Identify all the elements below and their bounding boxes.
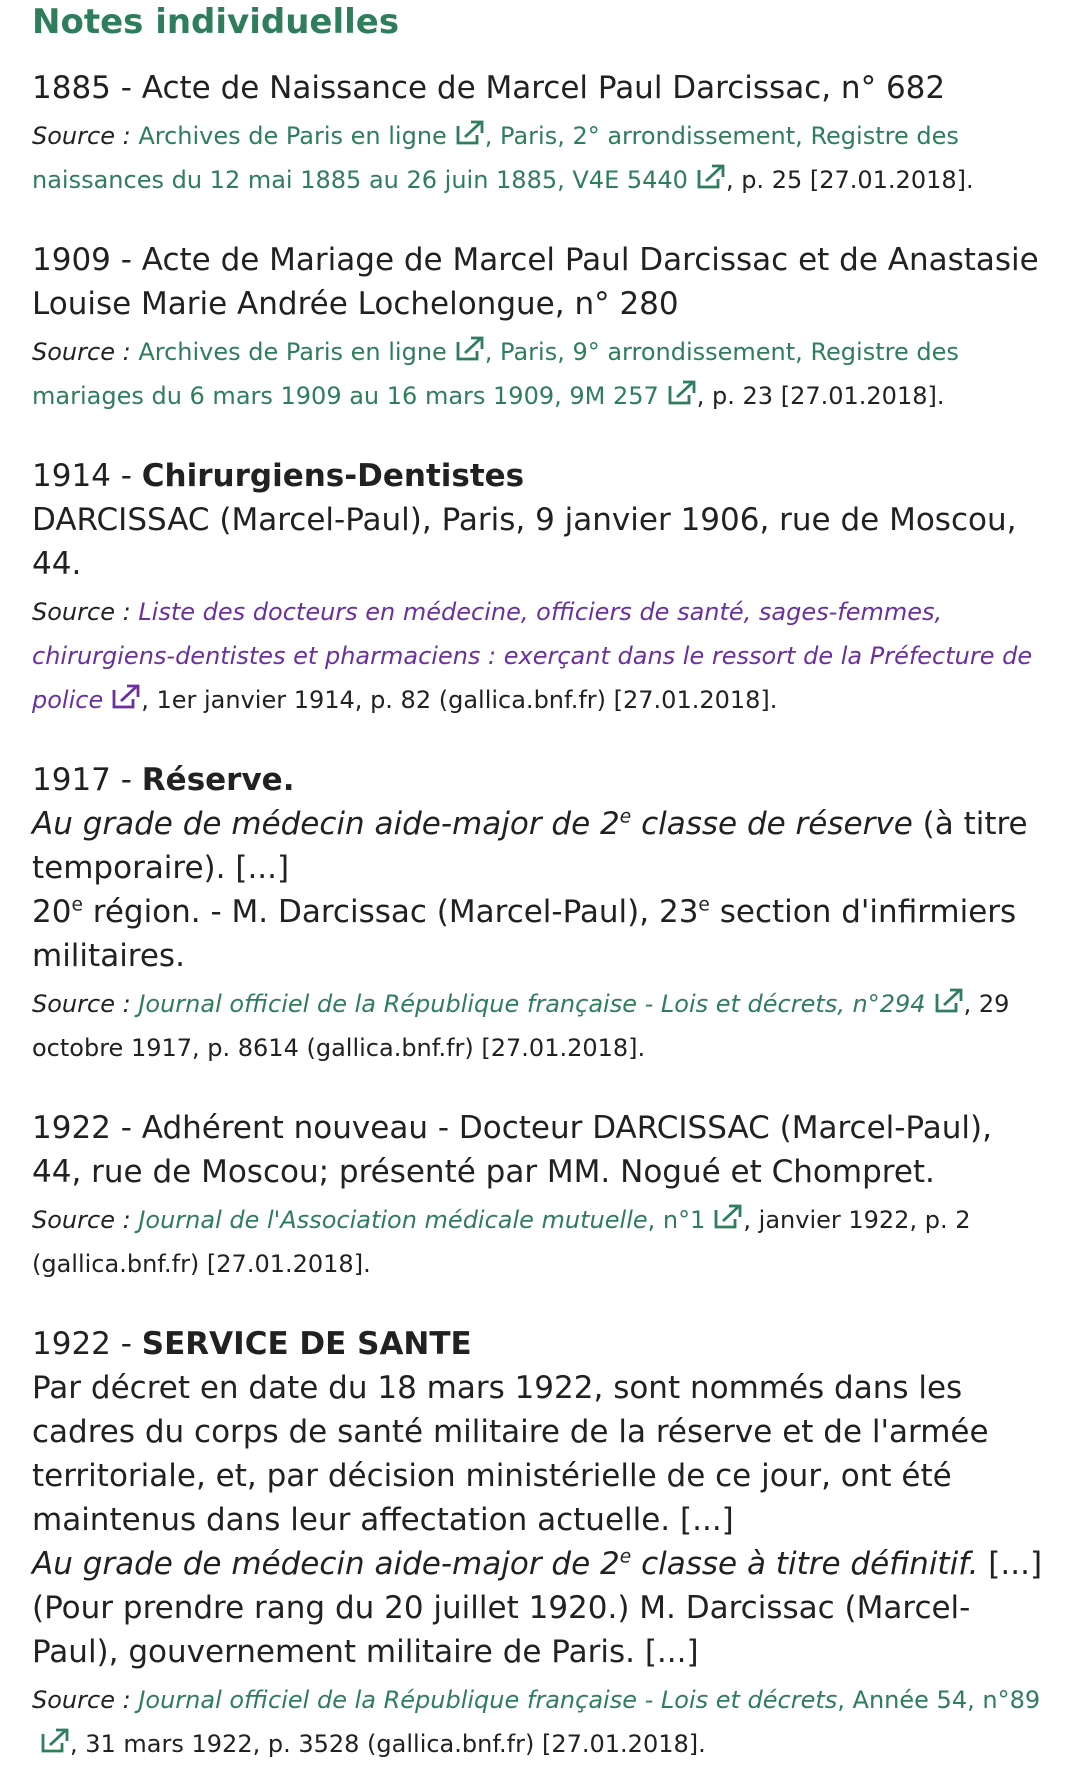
body-text: (à titre temporaire). [...]	[32, 806, 1028, 886]
source-label: Source :	[32, 1206, 131, 1234]
source-tail: , 1er janvier 1914, p. 82 (gallica.bnf.fr) [27.01.2018].	[141, 686, 778, 714]
source-tail: , 29 octobre 1917, p. 8614 (gallica.bnf.fr) [27.01.2018].	[32, 990, 1010, 1062]
source-label: Source :	[32, 598, 131, 626]
note-year: 1922 -	[32, 1326, 142, 1362]
source-tail: , p. 25 [27.01.2018].	[725, 166, 974, 194]
note-body: Par décret en date du 18 mars 1922, sont nommés dans les cadres du corps de santé militaire de la réserve et de l'armée territoriale, et, par décision ministérielle de ce jour, ont été maintenus dans leur affectation actuelle. [...]	[32, 1370, 989, 1538]
register-link[interactable]: , Paris, 9° arrondissement, Registre des mariages du 6 mars 1909 au 16 mars 1909, 9M 257	[32, 338, 959, 410]
source-label: Source :	[32, 338, 131, 366]
note-source	[32, 1198, 1048, 1286]
note-1909	[32, 238, 1048, 418]
note-body: DARCISSAC (Marcel-Paul), Paris, 9 janvier 1906, rue de Moscou, 44.	[32, 502, 1017, 582]
source-tail: , 31 mars 1922, p. 3528 (gallica.bnf.fr) [27.01.2018].	[70, 1730, 706, 1758]
note-headline	[32, 454, 1048, 498]
note-headline: 1885 - Acte de Naissance de Marcel Paul Darcissac, n° 682	[32, 70, 946, 106]
journal-issue[interactable]: , Année 54, n°89	[837, 1686, 1041, 1714]
italic-text: classe à titre définitif.	[631, 1546, 979, 1582]
note-body	[32, 890, 1048, 978]
note-year: 1914 -	[32, 458, 142, 494]
note-1922-adherent	[32, 1106, 1048, 1286]
source-label: Source :	[32, 122, 131, 150]
note-body	[32, 802, 1048, 890]
section-title: Notes individuelles	[32, 2, 400, 42]
note-title: Réserve.	[141, 762, 295, 798]
source-tail: , p. 23 [27.01.2018].	[696, 382, 945, 410]
body-text: 20	[32, 894, 72, 930]
note-headline: 1909 - Acte de Mariage de Marcel Paul Darcissac et de Anastasie Louise Marie Andrée Lochelongue, n° 280	[32, 242, 1039, 322]
source-tail: , janvier 1922, p. 2 (gallica.bnf.fr) [27.01.2018].	[32, 1206, 971, 1278]
note-source	[32, 982, 1048, 1070]
external-link-icon[interactable]	[934, 988, 964, 1014]
source-label: Source :	[32, 1686, 131, 1714]
note-1914	[32, 454, 1048, 722]
superscript: e	[71, 894, 83, 916]
external-link-icon[interactable]	[696, 164, 726, 190]
superscript: e	[698, 894, 710, 916]
note-source	[32, 1678, 1048, 1766]
note-headline: 1922 - Adhérent nouveau - Docteur DARCISSAC (Marcel-Paul), 44, rue de Moscou; présenté par MM. Nogué et Chompret.	[32, 1110, 992, 1190]
journal-number[interactable]: , n°1	[647, 1206, 706, 1234]
body-text: région. - M. Darcissac (Marcel-Paul), 23	[82, 894, 699, 930]
note-title: Chirurgiens-Dentistes	[141, 458, 525, 494]
note-source	[32, 330, 1048, 418]
note-1922-service-sante	[32, 1322, 1048, 1766]
note-1885	[32, 66, 1048, 202]
body-text: [...]	[978, 1546, 1043, 1582]
liste-docteurs-link[interactable]: Liste des docteurs en médecine, officiers de santé, sages-femmes, chirurgiens-dentistes et pharmaciens : exerçant dans le ressort de la Préfecture de police	[32, 598, 1033, 714]
external-link-icon[interactable]	[111, 684, 141, 710]
superscript: e	[619, 1546, 632, 1568]
body-text: section d'infirmiers militaires.	[32, 894, 1017, 974]
external-link-icon[interactable]	[713, 1204, 743, 1230]
note-source	[32, 114, 1048, 202]
note-title: SERVICE DE SANTE	[141, 1326, 472, 1362]
italic-text: Au grade de médecin aide-major de 2	[32, 806, 620, 842]
external-link-icon[interactable]	[667, 380, 697, 406]
italic-text: Au grade de médecin aide-major de 2	[32, 1546, 620, 1582]
note-year: 1917 -	[32, 762, 142, 798]
register-link[interactable]: , Paris, 2° arrondissement, Registre des naissances du 12 mai 1885 au 26 juin 1885, V4E 5440	[32, 122, 959, 194]
note-1917	[32, 758, 1048, 1070]
external-link-icon[interactable]	[40, 1728, 70, 1754]
external-link-icon[interactable]	[455, 336, 485, 362]
journal-officiel-link[interactable]: Journal officiel de la République française - Lois et décrets	[138, 1686, 838, 1714]
note-headline	[32, 1322, 1048, 1366]
superscript: e	[619, 806, 632, 828]
journal-association-link[interactable]: Journal de l'Association médicale mutuelle	[138, 1206, 648, 1234]
archives-link[interactable]: Archives de Paris en ligne	[138, 338, 447, 366]
journal-officiel-link[interactable]: Journal officiel de la République française - Lois et décrets, n°294	[138, 990, 926, 1018]
external-link-icon[interactable]	[455, 120, 485, 146]
source-label: Source :	[32, 990, 131, 1018]
note-body	[32, 1542, 1048, 1586]
note-body: (Pour prendre rang du 20 juillet 1920.) M. Darcissac (Marcel-Paul), gouvernement militaire de Paris. [...]	[32, 1590, 971, 1670]
note-headline	[32, 758, 1048, 802]
note-source	[32, 590, 1048, 722]
archives-link[interactable]: Archives de Paris en ligne	[138, 122, 447, 150]
italic-text: classe de réserve	[631, 806, 913, 842]
